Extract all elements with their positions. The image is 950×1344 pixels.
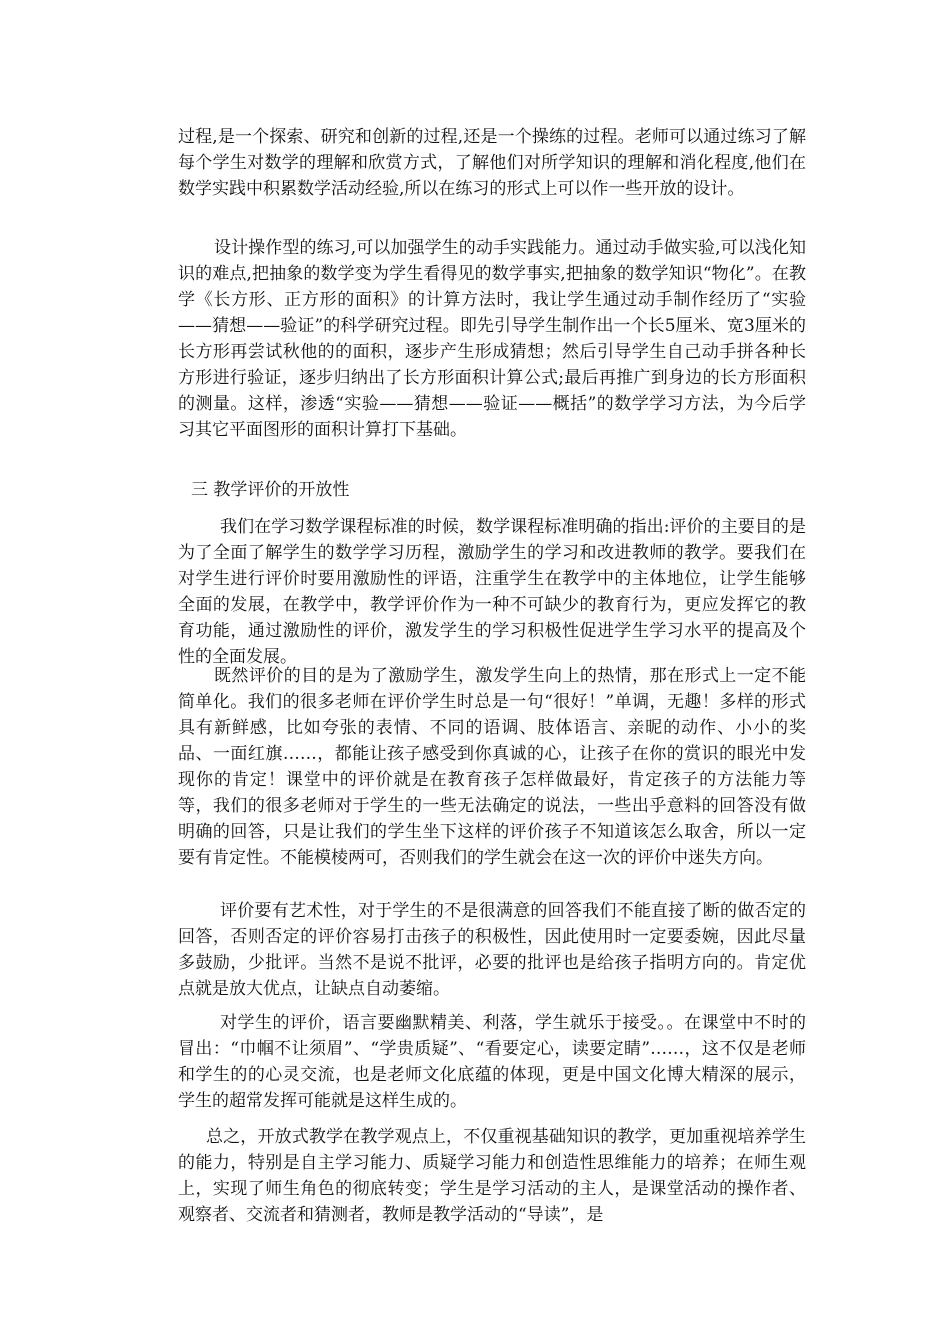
section-heading-evaluation: 三 教学评价的开放性	[191, 480, 350, 500]
paragraph-evaluation-artistry: 评价要有艺术性，对于学生的不是很满意的回答我们不能直接了断的做否定的回答，否则否定的评价容易打击孩子的积极性，因此使用时一定要委婉，因此尽量多鼓励，少批评。当然不是说不批评，必要的批评也是给孩子指明方向的。肯定优点就是放大优点，让缺点自动萎缩。	[178, 901, 806, 999]
paragraph-hands-on-practice: 设计操作型的练习,可以加强学生的动手实践能力。通过动手做实验,可以浅化知识的难点,把抽象的数学变为学生看得见的数学事实,把抽象的数学知识“物化”。在教学《长方形、正方形的面积》的计算方法时，我让学生通过动手制作经历了“实验——猜想——验证”的科学研究过程。即先引导学生制作出一个长5厘米、宽3厘米的长方形再尝试秋他的的面积，逐步产生形成猜想；然后引导学生自己动手拼各种长方形进行验证，逐步归纳出了长方形面积计算公式;最后再推广到身边的长方形面积的测量。这样，渗透“实验——猜想——验证——概括”的数学学习方法，为今后学习其它平面图形的面积计算打下基础。	[178, 238, 806, 440]
paragraph-evaluation-forms: 既然评价的目的是为了激励学生，激发学生向上的热情，那在形式上一定不能简单化。我们的很多老师在评价学生时总是一句“很好！”单调，无趣！多样的形式具有新鲜感，比如夸张的表情、不同的语调、肢体语言、亲昵的动作、小小的奖品、一面红旗……，都能让孩子感受到你真诚的心，让孩子在你的赏识的眼光中发现你的肯定！课堂中的评价就是在教育孩子怎样做最好，肯定孩子的方法能力等等，我们的很多老师对于学生的一些无法确定的说法，一些出乎意料的回答没有做明确的回答，只是让我们的学生坐下这样的评价孩子不知道该怎么取舍，所以一定要有肯定性。不能模棱两可，否则我们的学生就会在这一次的评价中迷失方向。	[178, 666, 806, 868]
paragraph-curriculum-standards: 我们在学习数学课程标准的时候，数学课程标准明确的指出:评价的主要目的是为了全面了解学生的数学学习历程，激励学生的学习和改进教师的教学。要我们在对学生进行评价时要用激励性的评语，注重学生在教学中的主体地位，让学生能够全面的发展，在教学中，教学评价作为一种不可缺少的教育行为，更应发挥它的教育功能，通过激励性的评价，激发学生的学习积极性促进学生学习水平的提高及个性的全面发展。	[178, 517, 806, 667]
paragraph-practice-process: 过程,是一个探索、研究和创新的过程,还是一个操练的过程。老师可以通过练习了解每个学生对数学的理解和欣赏方式，了解他们对所学知识的理解和消化程度,他们在数学实践中积累数学活动经验,所以在练习的形式上可以作一些开放的设计。	[178, 127, 806, 199]
paragraph-evaluation-language: 对学生的评价，语言要幽默精美、利落，学生就乐于接受。。在课堂中不时的冒出：“巾帼不让须眉”、“学贵质疑”、“看要定心，读要定睛”……，这不仅是老师和学生的的心灵交流，也是老师文化底蕴的体现，更是中国文化博大精深的展示，学生的超常发挥可能就是这样生成的。	[178, 1013, 806, 1111]
paragraph-conclusion: 总之，开放式教学在教学观点上，不仅重视基础知识的教学，更加重视培养学生的能力，特别是自主学习能力、质疑学习能力和创造性思维能力的培养；在师生观上，实现了师生角色的彻底转变；学生是学习活动的主人，是课堂活动的操作者、观察者、交流者和猜测者，教师是教学活动的“导读”，是	[178, 1127, 806, 1225]
